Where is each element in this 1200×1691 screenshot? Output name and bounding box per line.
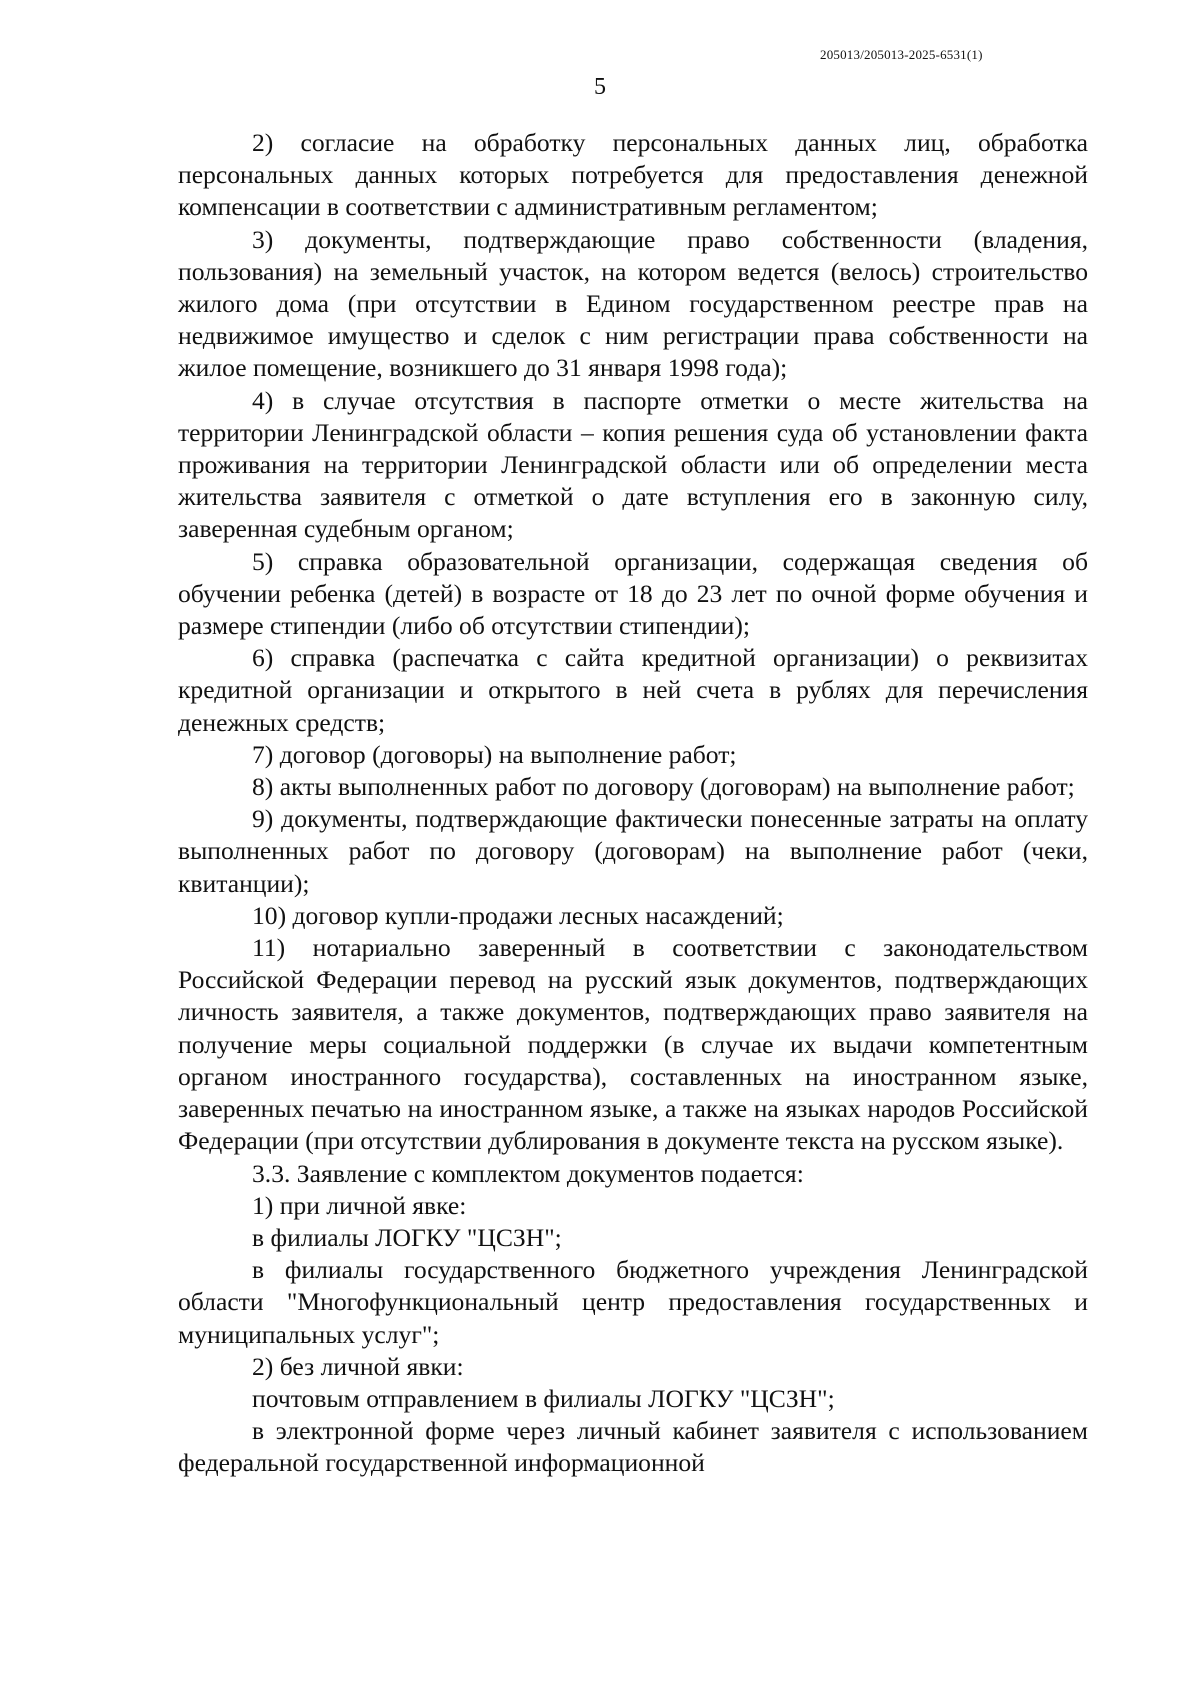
submission-electronic: в электронной форме через личный кабинет заявителя с использованием федеральной государственной информационной [178, 1416, 1088, 1478]
submission-in-person: 1) при личной явке: [252, 1190, 467, 1220]
paragraph-item-5: 5) справка образовательной организации, содержащая сведения об обучении ребенка (детей) в возрасте от 18 до 23 лет по очной форме обучения и размере стипендии (либо об отсутствии стипендии); [178, 546, 1088, 641]
paragraph-item-3: 3) документы, подтверждающие право собственности (владения, пользования) на земельный участок, на котором ведется (велось) строительство жилого дома (при отсутствии в Едином государственном реестре прав на недвижимое имущество и сделок с ним регистрации права собственности на жилое помещение, возникшего до 31 января 1998 года); [178, 224, 1088, 383]
document-body [178, 127, 1088, 1480]
paragraph-item-8: 8) акты выполненных работ по договору (договорам) на выполнение работ; [252, 772, 1075, 802]
paragraph-item-11: 11) нотариально заверенный в соответствии с законодательством Российской Федерации перевод на русский язык документов, подтверждающих личность заявителя, а также документов, подтверждающих право заявителя на получение меры социальной поддержки (в случае их выдачи компетентным органом иностранного государства), составленных на иностранном языке, заверенных печатью на иностранном языке, а также на языках народов Российской Федерации (при отсутствии дублирования в документе текста на русском языке). [178, 933, 1088, 1156]
submission-without-visit: 2) без личной явки: [252, 1351, 464, 1381]
document-id: 205013/205013-2025-6531(1) [820, 47, 983, 62]
paragraph-item-2: 2) согласие на обработку персональных данных лиц, обработка персональных данных которых потребуется для предоставления денежной компенсации в соответствии с административным регламентом; [178, 128, 1088, 222]
page-number: 5 [594, 74, 606, 100]
submission-csczn-branches: в филиалы ЛОГКУ "ЦСЗН"; [252, 1222, 562, 1252]
submission-mfc-branches: в филиалы государственного бюджетного учреждения Ленинградской области "Многофункциональный центр предоставления государственных и муниципальных услуг"; [178, 1255, 1088, 1349]
paragraph-item-10: 10) договор купли-продажи лесных насаждений; [252, 900, 784, 930]
section-3-3-heading: 3.3. Заявление с комплектом документов подается: [252, 1158, 804, 1188]
submission-by-post: почтовым отправлением в филиалы ЛОГКУ "ЦСЗН"; [252, 1383, 835, 1413]
paragraph-item-7: 7) договор (договоры) на выполнение работ; [252, 739, 737, 769]
paragraph-item-9: 9) документы, подтверждающие фактически понесенные затраты на оплату выполненных работ по договору (договорам) на выполнение работ (чеки, квитанции); [178, 804, 1088, 898]
paragraph-item-4: 4) в случае отсутствия в паспорте отметки о месте жительства на территории Ленинградской области – копия решения суда об установлении факта проживания на территории Ленинградской области или об определении места жительства заявителя с отметкой о дате вступления его в законную силу, заверенная судебным органом; [178, 385, 1088, 544]
paragraph-item-6: 6) справка (распечатка с сайта кредитной организации) о реквизитах кредитной организации и открытого в ней счета в рублях для перечисления денежных средств; [178, 643, 1088, 737]
